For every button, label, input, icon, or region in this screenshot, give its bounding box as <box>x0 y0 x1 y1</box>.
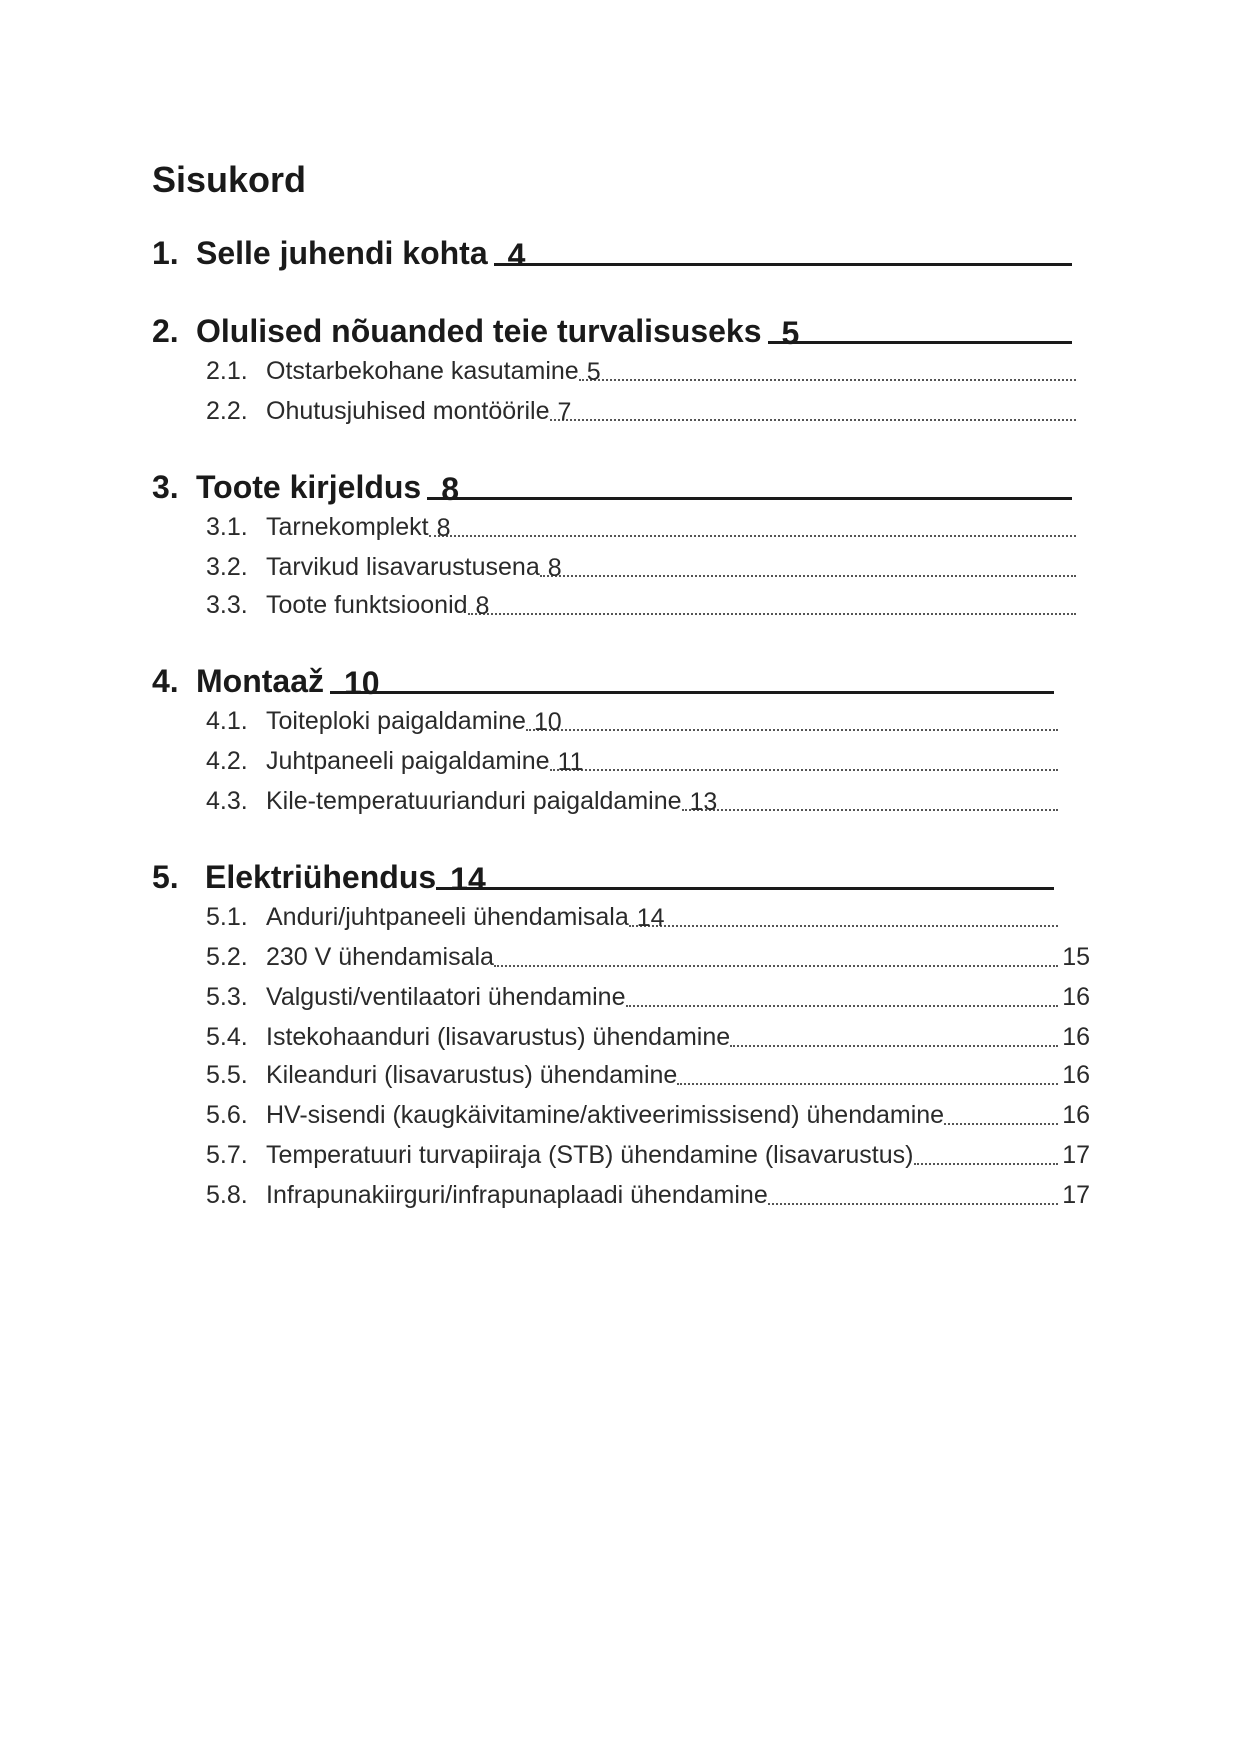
toc-subsection[interactable] <box>206 550 1076 582</box>
toc-subsection[interactable] <box>206 1020 1090 1052</box>
subsection-number: 3.2. <box>206 553 248 581</box>
toc-subsection[interactable] <box>206 940 1090 972</box>
toc-subsection[interactable] <box>206 1138 1090 1170</box>
section-leader-line <box>427 463 1072 507</box>
dotted-leader <box>730 1019 1058 1047</box>
subsection-number: 4.2. <box>206 747 248 775</box>
section-number: 3. <box>152 469 179 505</box>
dotted-leader <box>682 783 1058 816</box>
toc-subsection[interactable] <box>206 510 1076 542</box>
subsection-number: 5.4. <box>206 1023 248 1051</box>
subsection-title: Kile-temperatuurianduri paigaldamine <box>266 787 682 815</box>
toc-subsection[interactable] <box>206 588 1076 620</box>
section-page-number: 5 <box>781 315 800 351</box>
section-title: Olulised nõuanded teie turvalisuseks <box>196 313 762 349</box>
dotted-leader <box>494 939 1058 967</box>
subsection-page-number: 11 <box>557 748 584 776</box>
section-page-number: 4 <box>507 237 526 273</box>
subsection-number: 5.7. <box>206 1141 248 1169</box>
subsection-page-number: 16 <box>1062 1023 1090 1051</box>
subsection-page-number: 16 <box>1062 1101 1090 1129</box>
dotted-leader <box>579 353 1076 386</box>
subsection-title: Juhtpaneeli paigaldamine <box>266 747 550 775</box>
subsection-number: 4.1. <box>206 707 248 735</box>
dotted-leader <box>540 549 1076 582</box>
subsection-number: 3.3. <box>206 591 248 619</box>
subsection-page-number: 5 <box>586 358 601 386</box>
subsection-title: Anduri/juhtpaneeli ühendamisala <box>266 903 629 931</box>
subsection-number: 2.1. <box>206 357 248 385</box>
subsection-number: 5.3. <box>206 983 248 1011</box>
section-number: 2. <box>152 313 179 349</box>
subsection-title: Otstarbekohane kasutamine <box>266 357 579 385</box>
subsection-title: Ohutusjuhised montöörile <box>266 397 550 425</box>
section-leader-line <box>330 657 1054 701</box>
subsection-title: Tarnekomplekt <box>266 513 429 541</box>
subsection-page-number: 7 <box>557 398 572 426</box>
subsection-title: Istekohaanduri (lisavarustus) ühendamine <box>266 1023 731 1051</box>
dotted-leader <box>768 1177 1058 1205</box>
subsection-number: 4.3. <box>206 787 248 815</box>
subsection-page-number: 13 <box>689 788 718 816</box>
section-leader-line <box>494 229 1072 273</box>
dotted-leader <box>944 1097 1058 1125</box>
dotted-leader <box>677 1057 1058 1085</box>
subsection-page-number: 8 <box>436 514 451 542</box>
toc-subsection[interactable] <box>206 744 1058 776</box>
toc-subsection[interactable] <box>206 980 1090 1012</box>
subsection-title: 230 V ühendamisala <box>266 943 494 971</box>
section-title: Selle juhendi kohta <box>196 235 488 271</box>
section-page-number: 10 <box>344 665 380 701</box>
section-title: Toote kirjeldus <box>196 469 422 505</box>
section-page-number: 8 <box>441 471 460 507</box>
toc-section[interactable] <box>152 658 1054 700</box>
dotted-leader <box>550 393 1077 426</box>
dotted-leader <box>629 899 1058 932</box>
subsection-title: Kileanduri (lisavarustus) ühendamine <box>266 1061 678 1089</box>
toc-section[interactable] <box>152 854 1054 896</box>
toc-section[interactable] <box>152 308 1072 350</box>
section-leader-line <box>768 307 1073 351</box>
subsection-page-number: 15 <box>1062 943 1090 971</box>
toc-subsection[interactable] <box>206 354 1076 386</box>
subsection-number: 5.5. <box>206 1061 248 1089</box>
subsection-page-number: 10 <box>533 708 562 736</box>
toc-subsection[interactable] <box>206 1178 1090 1210</box>
subsection-number: 5.1. <box>206 903 248 931</box>
subsection-page-number: 17 <box>1062 1181 1090 1209</box>
subsection-page-number: 16 <box>1062 983 1090 1011</box>
dotted-leader <box>550 743 1058 776</box>
toc-subsection[interactable] <box>206 394 1076 426</box>
subsection-page-number: 14 <box>636 904 665 932</box>
subsection-number: 5.6. <box>206 1101 248 1129</box>
subsection-number: 2.2. <box>206 397 248 425</box>
section-title: Elektriühendus <box>205 859 437 895</box>
subsection-title: Tarvikud lisavarustusena <box>266 553 540 581</box>
section-number: 1. <box>152 235 179 271</box>
subsection-number: 5.2. <box>206 943 248 971</box>
section-number: 4. <box>152 663 179 699</box>
section-leader-line <box>436 853 1054 897</box>
subsection-title: HV-sisendi (kaugkäivitamine/aktiveerimissisend) ühendamine <box>266 1101 945 1129</box>
subsection-page-number: 16 <box>1062 1061 1090 1089</box>
subsection-title: Toiteploki paigaldamine <box>266 707 526 735</box>
toc-subsection[interactable] <box>206 1058 1090 1090</box>
dotted-leader <box>468 587 1076 620</box>
subsection-page-number: 8 <box>547 554 562 582</box>
toc-title: Sisukord <box>152 159 307 200</box>
toc-subsection[interactable] <box>206 900 1058 932</box>
dotted-leader <box>914 1137 1059 1165</box>
toc-subsection[interactable] <box>206 1098 1090 1130</box>
subsection-title: Toote funktsioonid <box>266 591 468 619</box>
subsection-page-number: 17 <box>1062 1141 1090 1169</box>
toc-subsection[interactable] <box>206 784 1058 816</box>
section-number: 5. <box>152 859 179 895</box>
toc-section[interactable] <box>152 464 1072 506</box>
subsection-number: 3.1. <box>206 513 248 541</box>
dotted-leader <box>429 509 1076 542</box>
toc-subsection[interactable] <box>206 704 1058 736</box>
dotted-leader <box>626 979 1059 1007</box>
section-title: Montaaž <box>196 663 324 699</box>
subsection-number: 5.8. <box>206 1181 248 1209</box>
subsection-title: Valgusti/ventilaatori ühendamine <box>266 983 626 1011</box>
subsection-title: Temperatuuri turvapiiraja (STB) ühendamine (lisavarustus) <box>266 1141 914 1169</box>
toc-section[interactable] <box>152 230 1072 272</box>
section-page-number: 14 <box>450 861 486 897</box>
subsection-page-number: 8 <box>475 592 490 620</box>
dotted-leader <box>526 703 1058 736</box>
subsection-title: Infrapunakiirguri/infrapunaplaadi ühendamine <box>266 1181 768 1209</box>
